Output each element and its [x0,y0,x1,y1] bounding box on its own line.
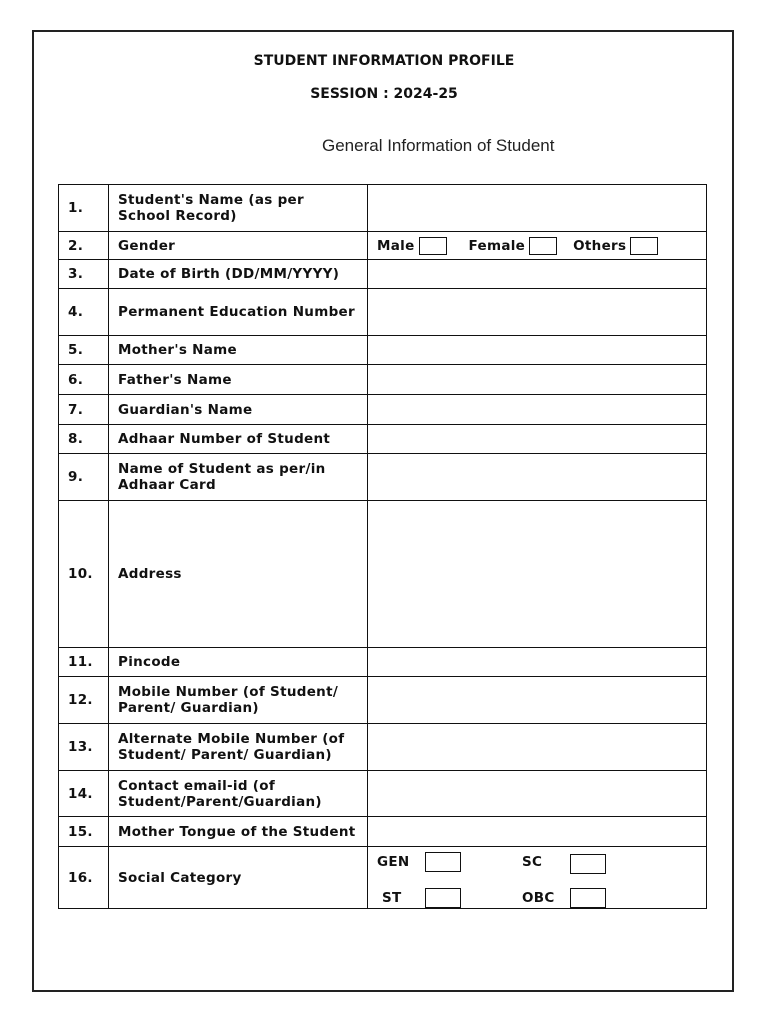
table-row [59,336,707,365]
table-row [59,771,707,817]
table-row [59,648,707,677]
mobile-number-field[interactable] [368,677,707,724]
gender-female-checkbox[interactable] [529,237,557,255]
table-row [59,501,707,648]
table-row [59,425,707,454]
gender-male-checkbox[interactable] [419,237,447,255]
table-row [59,847,707,909]
pincode-field[interactable] [368,648,707,677]
field-label: Student's Name (as per School Record) [109,185,368,232]
field-label: Date of Birth (DD/MM/YYYY) [109,260,368,289]
row-number: 4. [59,289,109,336]
social-category-field [368,847,707,909]
table-row [59,365,707,395]
table-row [59,677,707,724]
category-option-label: GEN [377,853,410,870]
field-label: Contact email-id (of Student/Parent/Guardian) [109,771,368,817]
alternate-mobile-field[interactable] [368,724,707,771]
row-number: 10. [59,501,109,648]
guardian-name-field[interactable] [368,395,707,425]
adhaar-name-field[interactable] [368,454,707,501]
category-option-label: OBC [522,889,555,906]
gender-option-label: Others [573,237,627,254]
table-row [59,232,707,260]
row-number: 12. [59,677,109,724]
table-row [59,289,707,336]
row-number: 8. [59,425,109,454]
field-label: Permanent Education Number [109,289,368,336]
row-number: 9. [59,454,109,501]
row-number: 16. [59,847,109,909]
field-label: Pincode [109,648,368,677]
gender-option-label: Female [468,237,526,254]
table-row [59,260,707,289]
category-gen-checkbox[interactable] [425,852,461,872]
field-label: Mother's Name [109,336,368,365]
field-label: Gender [109,232,368,260]
father-name-field[interactable] [368,365,707,395]
gender-others-checkbox[interactable] [630,237,658,255]
category-st-checkbox[interactable] [425,888,461,908]
field-label: Social Category [109,847,368,909]
table-row [59,185,707,232]
table-row [59,724,707,771]
mother-tongue-field[interactable] [368,817,707,847]
field-label: Alternate Mobile Number (of Student/ Parent/ Guardian) [109,724,368,771]
field-label: Name of Student as per/in Adhaar Card [109,454,368,501]
field-label: Adhaar Number of Student [109,425,368,454]
row-number: 1. [59,185,109,232]
gender-field [368,232,707,260]
gender-option-label: Male [377,237,415,254]
row-number: 15. [59,817,109,847]
category-obc-checkbox[interactable] [570,888,606,908]
category-sc-checkbox[interactable] [570,854,606,874]
email-field[interactable] [368,771,707,817]
form-title: STUDENT INFORMATION PROFILE [253,53,515,69]
field-label: Father's Name [109,365,368,395]
address-field[interactable] [368,501,707,648]
row-number: 7. [59,395,109,425]
field-label: Mother Tongue of the Student [109,817,368,847]
field-label: Guardian's Name [109,395,368,425]
row-number: 13. [59,724,109,771]
row-number: 5. [59,336,109,365]
adhaar-number-field[interactable] [368,425,707,454]
row-number: 11. [59,648,109,677]
mother-name-field[interactable] [368,336,707,365]
row-number: 6. [59,365,109,395]
pen-field[interactable] [368,289,707,336]
category-option-label: SC [522,853,543,870]
student-name-field[interactable] [368,185,707,232]
row-number: 14. [59,771,109,817]
session-label: SESSION : 2024-25 [310,86,458,102]
field-label: Address [109,501,368,648]
table-row [59,395,707,425]
category-option-label: ST [382,889,402,906]
dob-field[interactable] [368,260,707,289]
table-row [59,454,707,501]
row-number: 3. [59,260,109,289]
section-subtitle: General Information of Student [322,136,555,155]
table-row [59,817,707,847]
row-number: 2. [59,232,109,260]
field-label: Mobile Number (of Student/ Parent/ Guardian) [109,677,368,724]
student-info-table [58,184,707,909]
